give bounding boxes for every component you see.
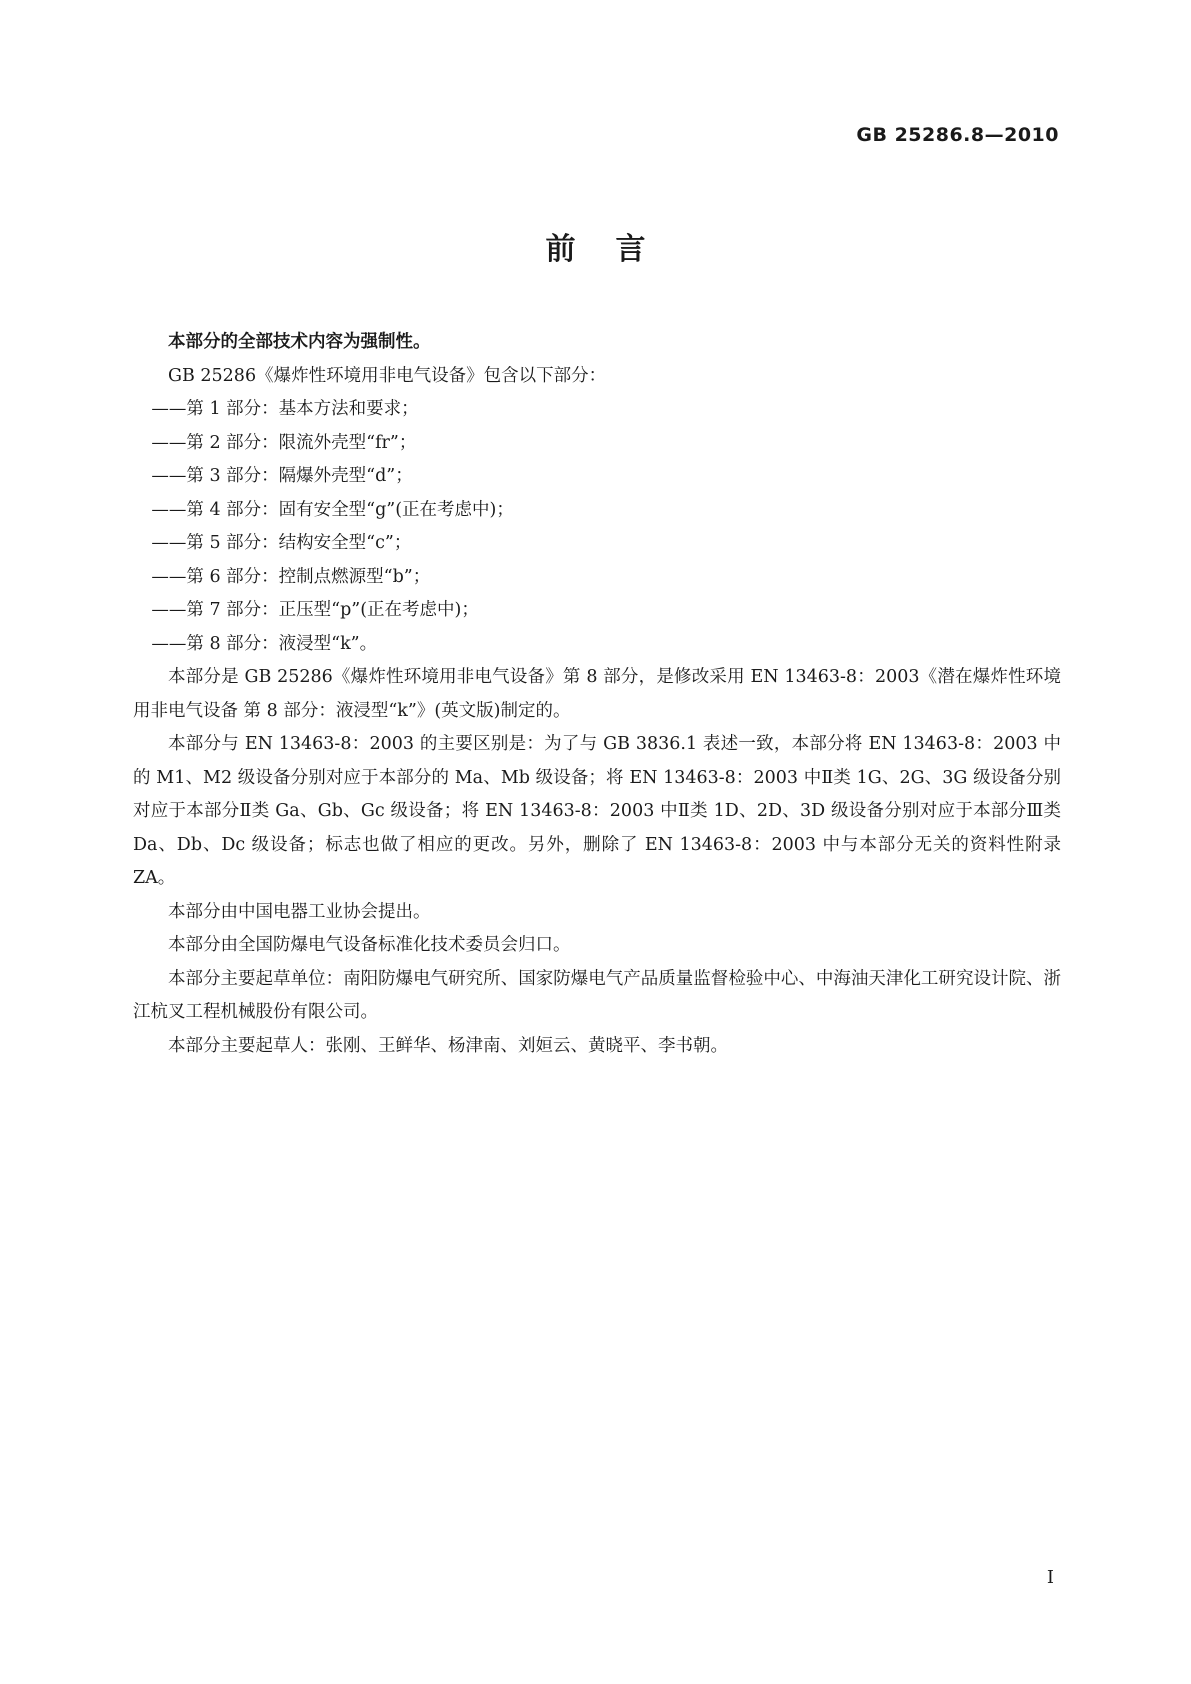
adoption-paragraph: 本部分是 GB 25286《爆炸性环境用非电气设备》第 8 部分，是修改采用 EN 13463-8：2003《潜在爆炸性环境用非电气设备 第 8 部分：液浸型“k”》(英文版)制定的。 (133, 667, 1061, 721)
standard-number: GB 25286.8—2010 (856, 124, 1059, 146)
differences-paragraph: 本部分与 EN 13463-8：2003 的主要区别是：为了与 GB 3836.1 表述一致，本部分将 EN 13463-8：2003 中的 M1、M2 级设备分别对应于本部分的 Ma、Mb 级设备；将 EN 13463-8：2003 中Ⅱ类 1G、2G、3G 级设备分别对应于本部分Ⅱ类 Ga、Gb、Gc 级设备；将 EN 13463-8：2003 中Ⅱ类 1D、2D、3D 级设备分别对应于本部分Ⅲ类 Da、Db、Dc 级设备；标志也做了相应的更改。另外，删除了 EN 13463-8：2003 中与本部分无关的资料性附录 ZA。 (133, 734, 1061, 888)
page-title: 前言 (545, 232, 686, 267)
parts-list (133, 393, 1061, 661)
drafters-paragraph: 本部分主要起草人：张刚、王鲜华、杨津南、刘姮云、黄晓平、李书朝。 (168, 1035, 728, 1056)
list-item: ——第 2 部分：限流外壳型“fr”； (151, 432, 417, 453)
list-item: ——第 1 部分：基本方法和要求； (151, 399, 419, 419)
centralized-by-paragraph: 本部分由全国防爆电气设备标准化技术委员会归口。 (168, 935, 571, 955)
parts-intro: GB 25286《爆炸性环境用非电气设备》包含以下部分： (168, 365, 607, 386)
mandatory-statement: 本部分的全部技术内容为强制性。 (168, 332, 431, 352)
list-item: ——第 3 部分：隔爆外壳型“d”； (151, 466, 413, 486)
drafting-units-paragraph: 本部分主要起草单位：南阳防爆电气研究所、国家防爆电气产品质量监督检验中心、中海油天津化工研究设计院、浙江杭叉工程机械股份有限公司。 (133, 968, 1061, 1022)
list-item: ——第 7 部分：正压型“p”(正在考虑中)； (151, 600, 479, 620)
list-item: ——第 5 部分：结构安全型“c”； (151, 533, 412, 553)
proposed-by-paragraph: 本部分由中国电器工业协会提出。 (168, 901, 431, 922)
list-item: ——第 4 部分：固有安全型“g”(正在考虑中)； (151, 499, 514, 520)
page-number: I (1046, 1567, 1054, 1588)
list-item: ——第 6 部分：控制点燃源型“b”； (151, 566, 431, 587)
foreword-body (133, 326, 1061, 1063)
list-item: ——第 8 部分：液浸型“k”。 (151, 633, 378, 654)
